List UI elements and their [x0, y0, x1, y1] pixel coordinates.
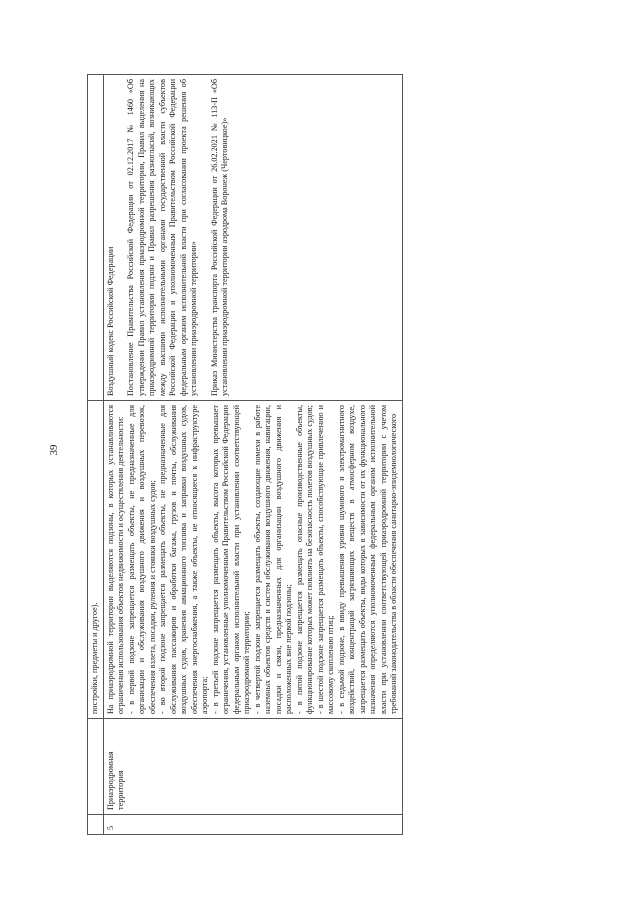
table-cell-empty [88, 815, 104, 835]
page-number: 39 [48, 444, 60, 456]
description-paragraph: На приаэродромной территории выделяются подзоны, в которых устанавливаются ограничения использования объектов недвижимости и осуществления деятельности: [105, 405, 125, 714]
table-row [103, 75, 402, 835]
description-paragraph: - в пятой подзоне запрещается размещать опасные производственные объекты, функционирование которых может повлиять на безопасность полетов воздушных судов; [294, 405, 314, 714]
description-paragraph: - во второй подзоне запрещается размещать объекты, не предназначенные для обслуживания пассажиров и обработки багажа, грузов и почты, обслуживания воздушных судов, хранения авиационного топлива и заправки воздушных судов, обеспечения энергоснабжения, а также объекты, не относящиеся к инфраструктуре аэропорта; [158, 405, 209, 714]
description-paragraph: - в седьмой подзоне, в ввиду превышения уровня шумового и электромагнитного воздействий, концентраций загрязняющих веществ в атмосферном воздухе, запрещается размещать объекты, виды которых в зависимости от их функционального назначения определяются уполномоченным федеральным органом исполнительной власти при установлении соответствующей приаэродромной территории с учетом требований законодательства в области обеспечения санитарно-эпидемиологического [336, 405, 398, 714]
continued-text-cell: постройки, предметы и другое). [88, 401, 104, 719]
zone-name-cell: Приаэродромная территория [103, 719, 402, 815]
restrictions-description-cell [103, 401, 402, 719]
legal-documents-cell [103, 75, 402, 401]
legal-document: Приказ Министерства транспорта Российской Федерации от 26.02.2021 № 113-П «Об установлении приаэродромной территории аэродрома Воронеж (Чертовицкое)» [209, 79, 229, 396]
description-paragraph: - в шестой подзоне запрещается размещать объекты, способствующие привлечению и массовому скоплению птиц; [315, 405, 335, 714]
legal-document: Воздушный кодекс Российской Федерации [105, 246, 115, 396]
legal-document: Постановление Правительства Российской Федерации от 02.12.2017 № 1460 «Об утверждении Правил установления приаэродромной территории, Правил выделения на приаэродромной территории подзон и Правил разрешения разногласий, возникающих между высшими исполнительными органами государственной власти субъектов Российской Федерации и уполномоченным Правительством Российской Федерации федеральным органом исполнительной власти при согласовании проекта решения об установлении приаэродромной территории» [126, 79, 198, 396]
table-cell-empty [88, 75, 104, 401]
description-paragraph: - в четвертой подзоне запрещается размещать объекты, создающие помехи в работе наземных объектов средств и систем обслуживания воздушного движения, навигации, посадки и связи, предназначенных для организации воздушного движения и расположенных вне первой подзоны; [252, 405, 293, 714]
table-row-continued [88, 75, 104, 835]
rotated-table-sheet [87, 75, 588, 835]
restrictions-table [87, 74, 403, 835]
row-number-cell: 5 [103, 815, 402, 835]
description-paragraph: - в первой подзоне запрещается размещать объекты, не предназначенные для организации и обслуживания воздушного движения и воздушных перевозок, обеспечения взлета, посадки, руления и стоянки воздушных судов; [126, 405, 157, 714]
table-cell-empty [88, 719, 104, 815]
description-paragraph: - в третьей подзоне запрещается размещать объекты, высота которых превышает ограничения, установленные уполномоченным Правительством Российской Федерации федеральным органом исполнительной власти при установлении соответствующей приаэродромной территории; [210, 405, 251, 714]
